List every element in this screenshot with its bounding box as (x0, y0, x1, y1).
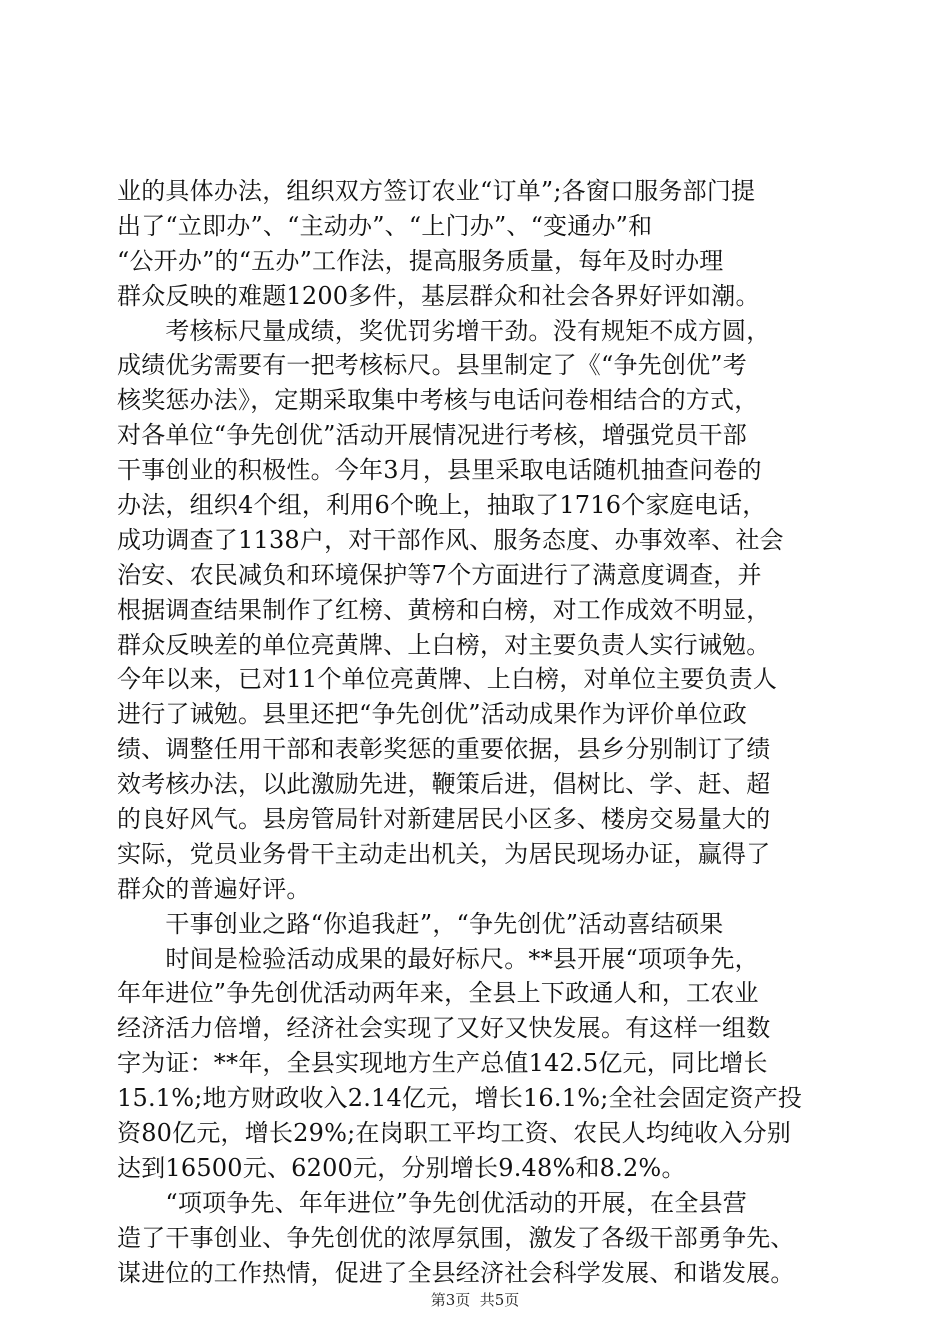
section-heading: 干事创业之路“你追我赶”，“争先创优”活动喜结硕果 (117, 909, 724, 938)
text-line: 达到16500元、6200元，分别增长9.48%和8.2%。 (117, 1153, 686, 1182)
text-line: 资80亿元，增长29%;在岗职工平均工资、农民人均纯收入分别 (117, 1119, 791, 1148)
text-line: 效考核办法，以此激励先进，鞭策后进，倡树比、学、赶、超 (117, 770, 771, 799)
text-line: 出了“立即办”、“主动办”、“上门办”、“变通办”和 (117, 211, 653, 240)
text-line: 年年进位”争先创优活动两年来，全县上下政通人和，工农业 (117, 979, 759, 1008)
text-line: 核奖惩办法》，定期采取集中考核与电话问卷相结合的方式， (117, 386, 759, 415)
text-line: 实际，党员业务骨干主动走出机关，为居民现场办证，赢得了 (117, 839, 771, 868)
text-line: 办法，组织4个组，利用6个晚上，抽取了1716个家庭电话， (117, 491, 767, 520)
text-line: 业的具体办法，组织双方签订农业“订单”;各窗口服务部门提 (117, 177, 756, 205)
text-line: 谋进位的工作热情，促进了全县经济社会科学发展、和谐发展。 (117, 1258, 795, 1287)
text-line: 今年以来，已对11个单位亮黄牌、上白榜，对单位主要负责人 (117, 665, 778, 694)
text-line: “公开办”的“五办”工作法，提高服务质量，每年及时办理 (117, 246, 724, 275)
body-text (117, 174, 837, 1291)
text-line: 成绩优劣需要有一把考核标尺。县里制定了《“争先创优”考 (117, 351, 747, 380)
text-line: 的良好风气。县房管局针对新建居民小区多、楼房交易量大的 (117, 805, 771, 834)
text-line: 绩、调整任用干部和表彰奖惩的重要依据，县乡分别制订了绩 (117, 735, 771, 764)
text-line: 15.1%;地方财政收入2.14亿元，增长16.1%;全社会固定资产投 (117, 1084, 803, 1113)
text-line: 造了干事创业、争先创优的浓厚氛围，激发了各级干部勇争先、 (117, 1223, 795, 1252)
text-line: 字为证：**年，全县实现地方生产总值142.5亿元，同比增长 (117, 1049, 768, 1078)
paragraph-start-line: 考核标尺量成绩，奖优罚劣增干劲。没有规矩不成方圆， (117, 316, 771, 345)
text-line: 群众反映差的单位亮黄牌、上白榜，对主要负责人实行诫勉。 (117, 630, 771, 659)
paragraph-start-line: “项项争先、年年进位”争先创优活动的开展，在全县营 (117, 1188, 747, 1217)
text-line: 成功调查了1138户，对干部作风、服务态度、办事效率、社会 (117, 525, 784, 554)
text-line: 治安、农民减负和环境保护等7个方面进行了满意度调查，并 (117, 560, 762, 589)
text-line: 对各单位“争先创优”活动开展情况进行考核，增强党员干部 (117, 421, 747, 450)
paragraph-start-line: 时间是检验活动成果的最好标尺。**县开展“项项争先， (117, 944, 759, 973)
text-line: 群众的普遍好评。 (117, 874, 311, 903)
text-line: 进行了诫勉。县里还把“争先创优”活动成果作为评价单位政 (117, 700, 747, 729)
text-line: 群众反映的难题1200多件，基层群众和社会各界好评如潮。 (117, 281, 760, 310)
text-line: 干事创业的积极性。今年3月，县里采取电话随机抽查问卷的 (117, 456, 762, 485)
text-line: 经济活力倍增，经济社会实现了又好又快发展。有这样一组数 (117, 1014, 771, 1043)
page-number-footer: 第3页 共5页 (430, 1291, 520, 1309)
text-line: 根据调查结果制作了红榜、黄榜和白榜，对工作成效不明显， (117, 595, 771, 624)
